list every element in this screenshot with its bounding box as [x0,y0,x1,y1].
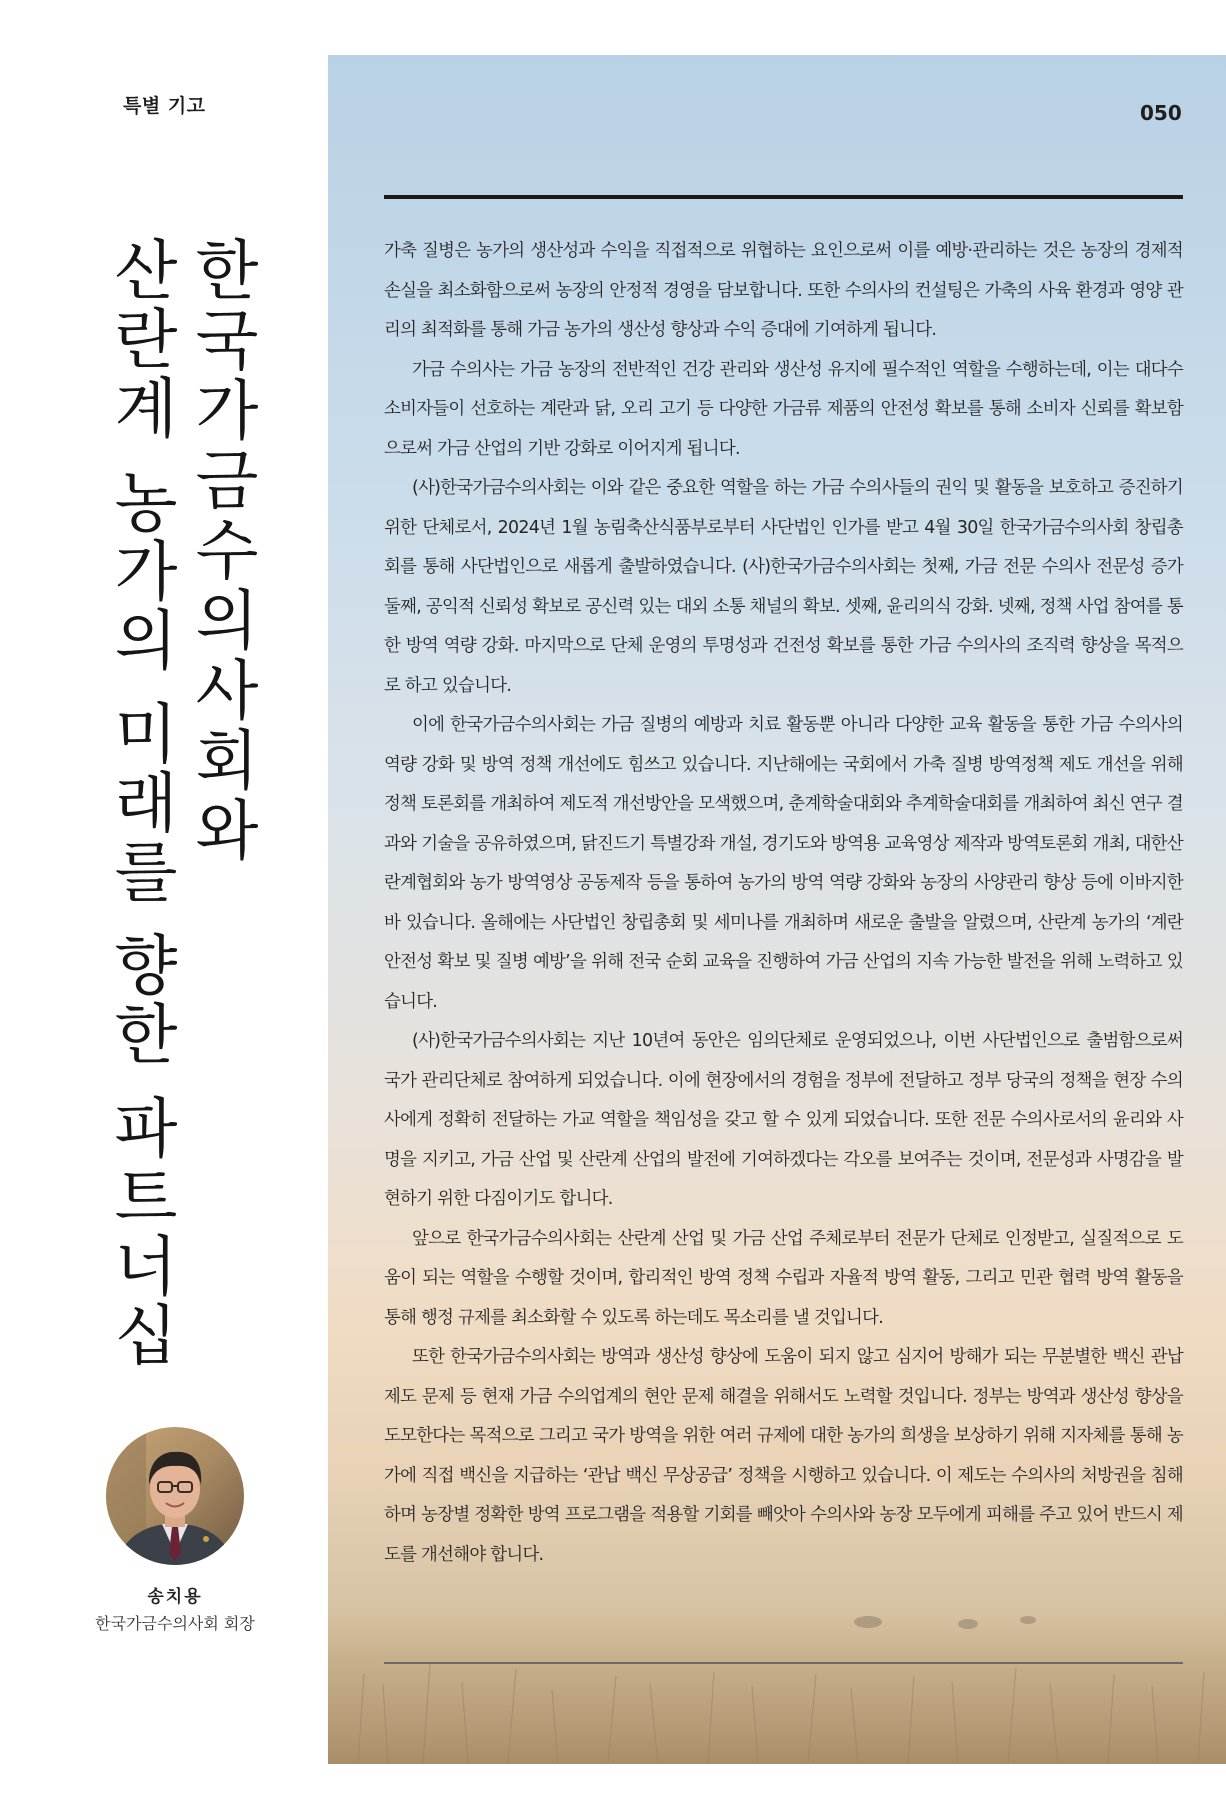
article-paragraph-4: 이에 한국가금수의사회는 가금 질병의 예방과 치료 활동뿐 아니라 다양한 교육 활동을 통한 가금 수의사의 역량 강화 및 방역 정책 개선에도 힘쓰고 있습니다. 지난해에는 국회에서 가축 질병 방역정책 제도 개선을 위해 정책 토론회를 개최하여 제도적 개선방안을 모색했으며, 춘계학술대회와 추계학술대회를 개최하여 최신 연구 결과와 기술을 공유하였으며, 닭진드기 특별강좌 개설, 경기도와 방역용 교육영상 제작과 방역토론회 개최, 대한산란계협회와 농가 방역영상 공동제작 등을 통하여 농가의 방역 역량 강화와 농장의 사양관리 향상 등에 이바지한 바 있습니다. 올해에는 사단법인 창립총회 및 세미나를 개최하며 새로운 출발을 알렸으며, 산란계 농가의 ‘계란 안전성 확보 및 질병 예방’을 위해 전국 순회 교육을 진행하여 가금 산업의 지속 가능한 발전을 위해 노력하고 있습니다. [384,715,1183,1012]
article-paragraph-3: (사)한국가금수의사회는 이와 같은 중요한 역할을 하는 가금 수의사들의 권익 및 활동을 보호하고 증진하기 위한 단체로서, 2024년 1월 농림축산식품부로부터 사단법인 인가를 받고 4월 30일 한국가금수의사회 창립총회를 통해 사단법인으로 새롭게 출발하였습니다. (사)한국가금수의사회는 첫째, 가금 전문 수의사 전문성 증가 둘째, 공익적 신뢰성 확보로 공신력 있는 대외 소통 채널의 확보. 셋째, 윤리의식 강화. 넷째, 정책 사업 참여를 통한 방역 역량 강화. 마지막으로 단체 운영의 투명성과 건전성 확보를 통한 가금 수의사의 조직력 향상을 목적으로 하고 있습니다. [384,478,1183,696]
author-portrait-icon [106,1427,244,1565]
bottom-divider [384,1662,1183,1664]
article-paragraph-2: 가금 수의사는 가금 농장의 전반적인 건강 관리와 생산성 유지에 필수적인 역할을 수행하는데, 이는 대다수 소비자들이 선호하는 계란과 닭, 오리 고기 등 다양한 가금류 제품의 안전성 확보를 통해 소비자 신뢰를 확보함으로써 가금 산업의 기반 강화로 이어지게 됩니다. [384,359,1183,459]
article-title-line-2: 산란계 농가의 미래를 향한 파트너십 [102,236,177,1370]
article-paragraph-1: 가축 질병은 농가의 생산성과 수익을 직접적으로 위협하는 요인으로써 이를 예방·관리하는 것은 농장의 경제적 손실을 최소화함으로써 농장의 안정적 경영을 담보합니다. 또한 수의사의 컨설팅은 가축의 사육 환경과 영양 관리의 최적화를 통해 가금 농가의 생산성 향상과 수익 증대에 기여하게 됩니다. [384,241,1183,340]
author-portrait-photo [106,1427,244,1565]
article-title-line-1: 한국가금수의사회와 [183,236,258,866]
article-paragraph-5: (사)한국가금수의사회는 지난 10년여 동안은 임의단체로 운영되었으나, 이번 사단법인으로 출범함으로써 국가 관리단체로 참여하게 되었습니다. 이에 현장에서의 경험을 정부에 전달하고 정부 당국의 정책을 현장 수의사에게 정확히 전달하는 가교 역할을 책임성을 갖고 할 수 있게 되었습니다. 또한 전문 수의사로서의 윤리와 사명을 지키고, 가금 산업 및 산란계 산업의 발전에 기여하겠다는 각오를 보여주는 것이며, 전문성과 사명감을 발현하기 위한 다짐이기도 합니다. [384,1031,1183,1209]
section-label: 특별 기고 [123,95,206,117]
top-divider [384,195,1183,199]
article-paragraph-7: 또한 한국가금수의사회는 방역과 생산성 향상에 도움이 되지 않고 심지어 방해가 되는 무분별한 백신 관납 제도 문제 등 현재 가금 수의업계의 현안 문제 해결을 위해서도 노력할 것입니다. 정부는 방역과 생산성 향상을 도모한다는 목적으로 그리고 국가 방역을 위한 여러 규제에 대한 농가의 희생을 보상하기 위해 지자체를 통해 농가에 직접 백신을 지급하는 ‘관납 백신 무상공급’ 정책을 시행하고 있습니다. 이 제도는 수의사의 처방권을 침해하며 농장별 정확한 방역 프로그램을 적용할 기회를 빼앗아 수의사와 농장 모두에게 피해를 주고 있어 반드시 제도를 개선해야 합니다. [384,1347,1183,1565]
page-number: 050 [1140,101,1182,125]
author-name: 송치용 [147,1587,203,1607]
article-body [384,232,1183,1575]
field-grass-illustration [328,1564,1226,1764]
article-paragraph-6: 앞으로 한국가금수의사회는 산란계 산업 및 가금 산업 주체로부터 전문가 단체로 인정받고, 실질적으로 도움이 되는 역할을 수행할 것이며, 합리적인 방역 정책 수립과 자율적 방역 활동, 그리고 민관 협력 방역 활동을 통해 행정 규제를 최소화할 수 있도록 하는데도 목소리를 낼 것입니다. [384,1228,1183,1328]
author-role: 한국가금수의사회 회장 [95,1614,255,1633]
